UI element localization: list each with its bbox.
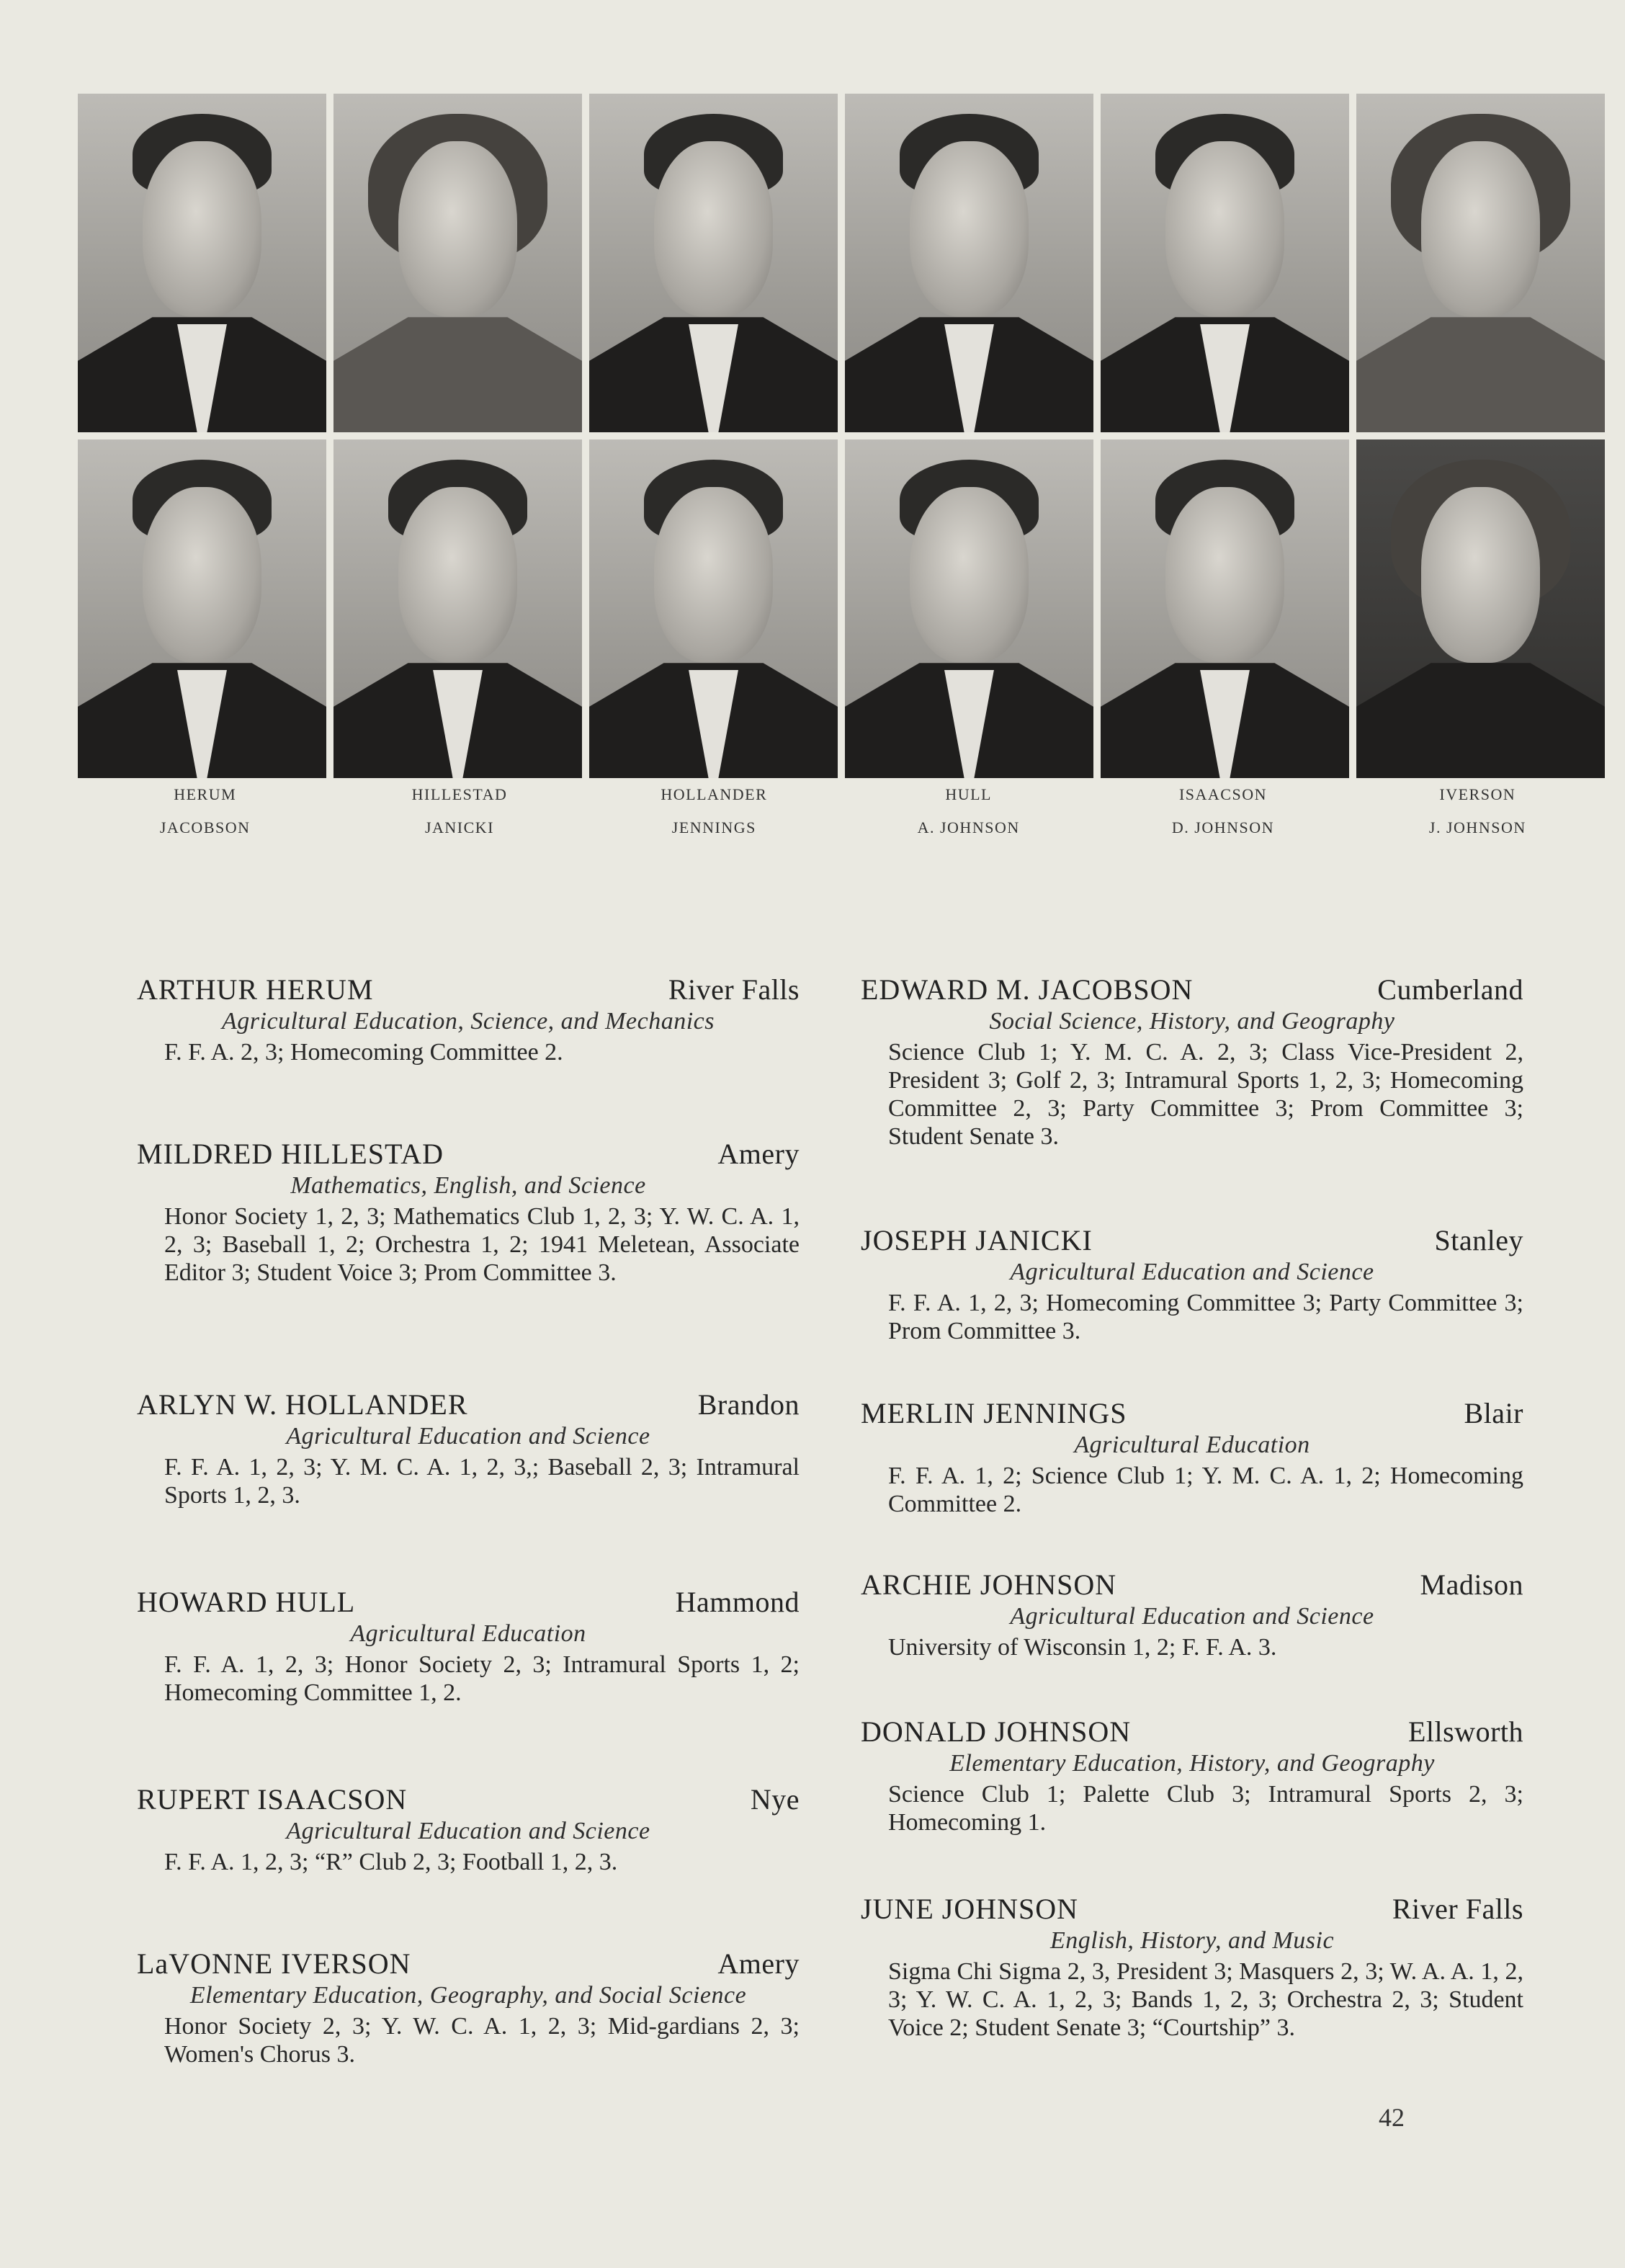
caption-col-3: [587, 785, 841, 837]
activities: Sigma Chi Sigma 2, 3, President 3; Masquers 2, 3; W. A. A. 1, 2, 3; Y. W. C. A. 1, 2, 3; Bands 1, 2, 3; Orchestra 2, 3; Student Voice 2; Student Senate 3; “Courtship” 3.: [888, 1958, 1523, 2041]
activities: Science Club 1; Y. M. C. A. 2, 3; Class Vice-President 2, President 3; Golf 2, 3; Intramural Sports 1, 2, 3; Homecoming Committee 2, 3; Party Committee 3; Prom Committee 3; Student Senate 3.: [888, 1039, 1523, 1150]
major: Elementary Education, History, and Geography: [949, 1750, 1435, 1777]
major: English, History, and Music: [1049, 1927, 1335, 1954]
caption-top: HILLESTAD: [411, 785, 508, 803]
caption-col-6: [1351, 785, 1605, 837]
activities: F. F. A. 1, 2, 3; “R” Club 2, 3; Football 1, 2, 3.: [164, 1849, 618, 1875]
caption-bottom: J. JOHNSON: [1428, 818, 1526, 836]
student-name: JOSEPH JANICKI: [861, 1224, 1093, 1256]
student-name: RUPERT ISAACSON: [137, 1783, 408, 1816]
caption-col-4: [841, 785, 1096, 837]
caption-bottom: JACOBSON: [159, 818, 251, 836]
entry-jennings: [861, 1396, 1523, 1518]
hometown: Cumberland: [1377, 973, 1523, 1006]
student-name: EDWARD M. JACOBSON: [861, 973, 1194, 1006]
portrait-d-johnson: [1101, 439, 1349, 778]
caption-top: IVERSON: [1439, 785, 1516, 803]
major: Mathematics, English, and Science: [290, 1172, 646, 1199]
hometown: Hammond: [675, 1586, 800, 1618]
hometown: River Falls: [1392, 1893, 1523, 1925]
portrait-jacobson: [78, 439, 326, 778]
activities: Science Club 1; Palette Club 3; Intramural Sports 2, 3; Homecoming 1.: [888, 1781, 1523, 1836]
hometown: River Falls: [668, 973, 800, 1006]
entry-hillestad: [137, 1137, 800, 1287]
caption-bottom: JENNINGS: [671, 818, 756, 836]
portrait-a-johnson: [845, 439, 1093, 778]
major: Agricultural Education, Science, and Mechanics: [222, 1008, 715, 1035]
hometown: Nye: [750, 1783, 800, 1816]
hometown: Ellsworth: [1407, 1715, 1523, 1748]
student-name: ARTHUR HERUM: [137, 973, 374, 1006]
page-number: 42: [1379, 2103, 1405, 2132]
portrait-hillestad: [333, 94, 582, 432]
student-name: DONALD JOHNSON: [861, 1715, 1132, 1748]
entry-janicki: [861, 1223, 1523, 1345]
caption-bottom: JANICKI: [424, 818, 495, 836]
portrait-janicki: [333, 439, 582, 778]
caption-top: HOLLANDER: [661, 785, 768, 803]
portrait-iverson: [1356, 94, 1605, 432]
major: Agricultural Education and Science: [1010, 1603, 1374, 1630]
hometown: Amery: [717, 1138, 800, 1170]
entry-jacobson: [861, 973, 1523, 1151]
activities: Honor Society 1, 2, 3; Mathematics Club 1, 2, 3; Y. W. C. A. 1, 2, 3; Baseball 1, 2; Orchestra 1, 2; 1941 Meletean, Associate Editor 3; Student Voice 3; Prom Committee 3.: [164, 1203, 800, 1286]
student-name: MERLIN JENNINGS: [861, 1397, 1127, 1429]
major: Agricultural Education and Science: [286, 1818, 650, 1844]
hometown: Blair: [1464, 1397, 1523, 1429]
student-name: JUNE JOHNSON: [861, 1893, 1079, 1925]
caption-top: HERUM: [174, 785, 237, 803]
activities: F. F. A. 2, 3; Homecoming Committee 2.: [164, 1039, 563, 1066]
portrait-herum: [78, 94, 326, 432]
major: Agricultural Education and Science: [1010, 1259, 1374, 1285]
student-name: ARLYN W. HOLLANDER: [137, 1388, 468, 1421]
major: Agricultural Education and Science: [286, 1423, 650, 1450]
portrait-hollander: [589, 94, 838, 432]
portrait-isaacson: [1101, 94, 1349, 432]
activities: University of Wisconsin 1, 2; F. F. A. 3.: [888, 1634, 1277, 1661]
caption-top: ISAACSON: [1178, 785, 1267, 803]
portrait-hull: [845, 94, 1093, 432]
caption-bottom: D. JOHNSON: [1171, 818, 1275, 836]
activities: F. F. A. 1, 2; Science Club 1; Y. M. C. A. 1, 2; Homecoming Committee 2.: [888, 1463, 1523, 1517]
entry-isaacson: [137, 1782, 800, 1876]
hometown: Brandon: [697, 1388, 800, 1421]
caption-col-1: [78, 785, 332, 837]
major: Agricultural Education: [350, 1620, 586, 1647]
hometown: Amery: [717, 1947, 800, 1980]
major: Agricultural Education: [1074, 1432, 1310, 1458]
portrait-grid: [78, 94, 1605, 778]
portrait-captions: [78, 785, 1605, 837]
entry-hull: [137, 1585, 800, 1707]
major: Social Science, History, and Geography: [989, 1008, 1395, 1035]
entry-herum: [137, 973, 800, 1066]
student-name: HOWARD HULL: [137, 1586, 356, 1618]
activities: F. F. A. 1, 2, 3; Y. M. C. A. 1, 2, 3,; Baseball 2, 3; Intramural Sports 1, 2, 3.: [164, 1454, 800, 1509]
hometown: Stanley: [1434, 1224, 1523, 1256]
entry-j-johnson: [861, 1892, 1523, 2042]
portrait-j-johnson: [1356, 439, 1605, 778]
entry-hollander: [137, 1388, 800, 1509]
student-name: ARCHIE JOHNSON: [861, 1568, 1117, 1601]
student-name: MILDRED HILLESTAD: [137, 1138, 444, 1170]
caption-col-5: [1096, 785, 1350, 837]
caption-top: HULL: [945, 785, 992, 803]
entry-d-johnson: [861, 1715, 1523, 1836]
caption-bottom: A. JOHNSON: [917, 818, 1020, 836]
hometown: Madison: [1420, 1568, 1523, 1601]
major: Elementary Education, Geography, and Social Science: [189, 1982, 747, 2009]
activities: F. F. A. 1, 2, 3; Homecoming Committee 3; Party Committee 3; Prom Committee 3.: [888, 1290, 1523, 1344]
activities: F. F. A. 1, 2, 3; Honor Society 2, 3; Intramural Sports 1, 2; Homecoming Committee 1, 2.: [164, 1651, 800, 1706]
activities: Honor Society 2, 3; Y. W. C. A. 1, 2, 3; Mid-gardians 2, 3; Women's Chorus 3.: [164, 2013, 800, 2068]
portrait-jennings: [589, 439, 838, 778]
entry-iverson: [137, 1947, 800, 2068]
caption-col-2: [332, 785, 586, 837]
entry-a-johnson: [861, 1568, 1523, 1661]
student-name: LaVONNE IVERSON: [137, 1947, 411, 1980]
